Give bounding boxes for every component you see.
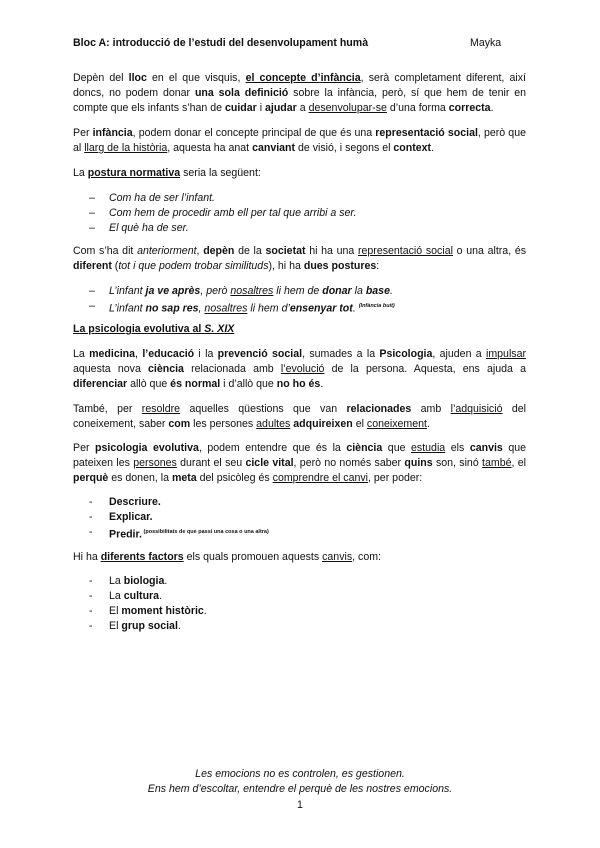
paragraph-4: Com s’ha dit anteriorment, depèn de la societat hi ha una representació social o una altra, és diferent (tot i que podem trobar similituds), hi ha dues postures: (73, 245, 527, 272)
header-author: Mayka (470, 37, 502, 49)
paragraph-6: També, per resoldre aquelles qüestions que van relacionades amb l’adquisició del coneixement, saber com les persones adultes adquireixen el coneixement. (73, 403, 526, 430)
section-heading: La psicologia evolutiva al S. XIX (73, 323, 235, 335)
page-number: 1 (297, 799, 303, 811)
paragraph-2: Per infància, podem donar el concepte principal de que és una representació social, però que al llarg de la història, aquesta ha anat canviant de visió, i segons el context. (73, 127, 526, 154)
paragraph-3: La postura normativa seria la següent: (73, 167, 261, 179)
footer-line-2: Ens hem d’escoltar, entendre el perquè de les nostres emocions. (147, 783, 453, 795)
paragraph-8: Hi ha diferents factors els quals promouen aquests canvis, com: (73, 551, 381, 563)
document-page: Bloc A: introducció de l’estudi del desenvolupament humà Mayka Depèn del lloc en el que visquis, el concepte d’infància, serà completament diferent, així doncs, no podem donar una sola definició sobre la infància, però, sí que hem de tenir en compte que els infants s’han de cuidar i ajudar a desenvolupar-se d’una forma correcta. Per infància, podem donar el concepte principal de que és una representació social, però que al llarg de la història, aquesta ha anat canviant de visió, i segons el context. La postura normativa seria la següent: – Com ha de ser l’infant. – Com hem de procedir amb ell per tal que arribi a ser. – El què ha de ser. Com s’ha dit anteriorment, depèn de la societat hi ha una representació social o una altra, és diferent (tot i que podem trobar similituds), hi ha dues postures: – L’infant ja ve après, però nosaltres li hem de donar la base. – L’infant no sap res, nosaltres li hem d’ensenyar tot. $^{(Infància buit)}$ La psicologia evolutiva al S. XIX La medicina, l’educació i la prevenció social, sumades a la Psicologia, ajuden a impulsar aquesta nova ciència relacionada amb l’evolució de la persona. Aquesta, ens ajuda a diferenciar allò que és normal i d’allò que no ho és. També, per resoldre aquelles qüestions que van relacionades amb l’adquisició del coneixement, saber com les persones adultes adquireixen el coneixement. Per psicologia evolutiva, podem entendre que és la ciència que estudia els canvis que pateixen les persones durant el seu cicle vital, però no només saber quins son, sinó també, el perquè es donen, la meta del psicòleg és comprendre el canvi, per poder: - Descriure. - Explicar. - Predir. $^{(possibilitats de que passi una cosa o una altra)}$ Hi ha diferents factors els quals promouen aquests canvis, com: - La biologia. - La cultura. - El moment històric. - El grup social. Les emocions no es controlen, es gestionen. Ens hem d’escoltar, entendre el perquè de les nostres emocions. 1 (0, 0, 600, 848)
header-title: Bloc A: introducció de l’estudi del desenvolupament humà (73, 37, 369, 49)
paragraph-5: La medicina, l’educació i la prevenció social, sumades a la Psicologia, ajuden a impulsar aquesta nova ciència relacionada amb l’evolució de la persona. Aquesta, ens ajuda a diferenciar allò que és normal i d’allò que no ho és. (73, 348, 527, 390)
paragraph-7: Per psicologia evolutiva, podem entendre que és la ciència que estudia els canvis que pateixen les persones durant el seu cicle vital, però no només saber quins son, sinó també, el perquè es donen, la meta del psicòleg és comprendre el canvi, per poder: (73, 442, 527, 484)
footer-line-1: Les emocions no es controlen, es gestionen. (195, 768, 405, 780)
paragraph-1: Depèn del lloc en el que visquis, el concepte d’infància, serà completament diferent, així doncs, no podem donar una sola definició sobre la infància, però, sí que hem de tenir en compte que els infants s’han de cuidar i ajudar a desenvolupar-se d’una forma correcta. (73, 72, 526, 114)
